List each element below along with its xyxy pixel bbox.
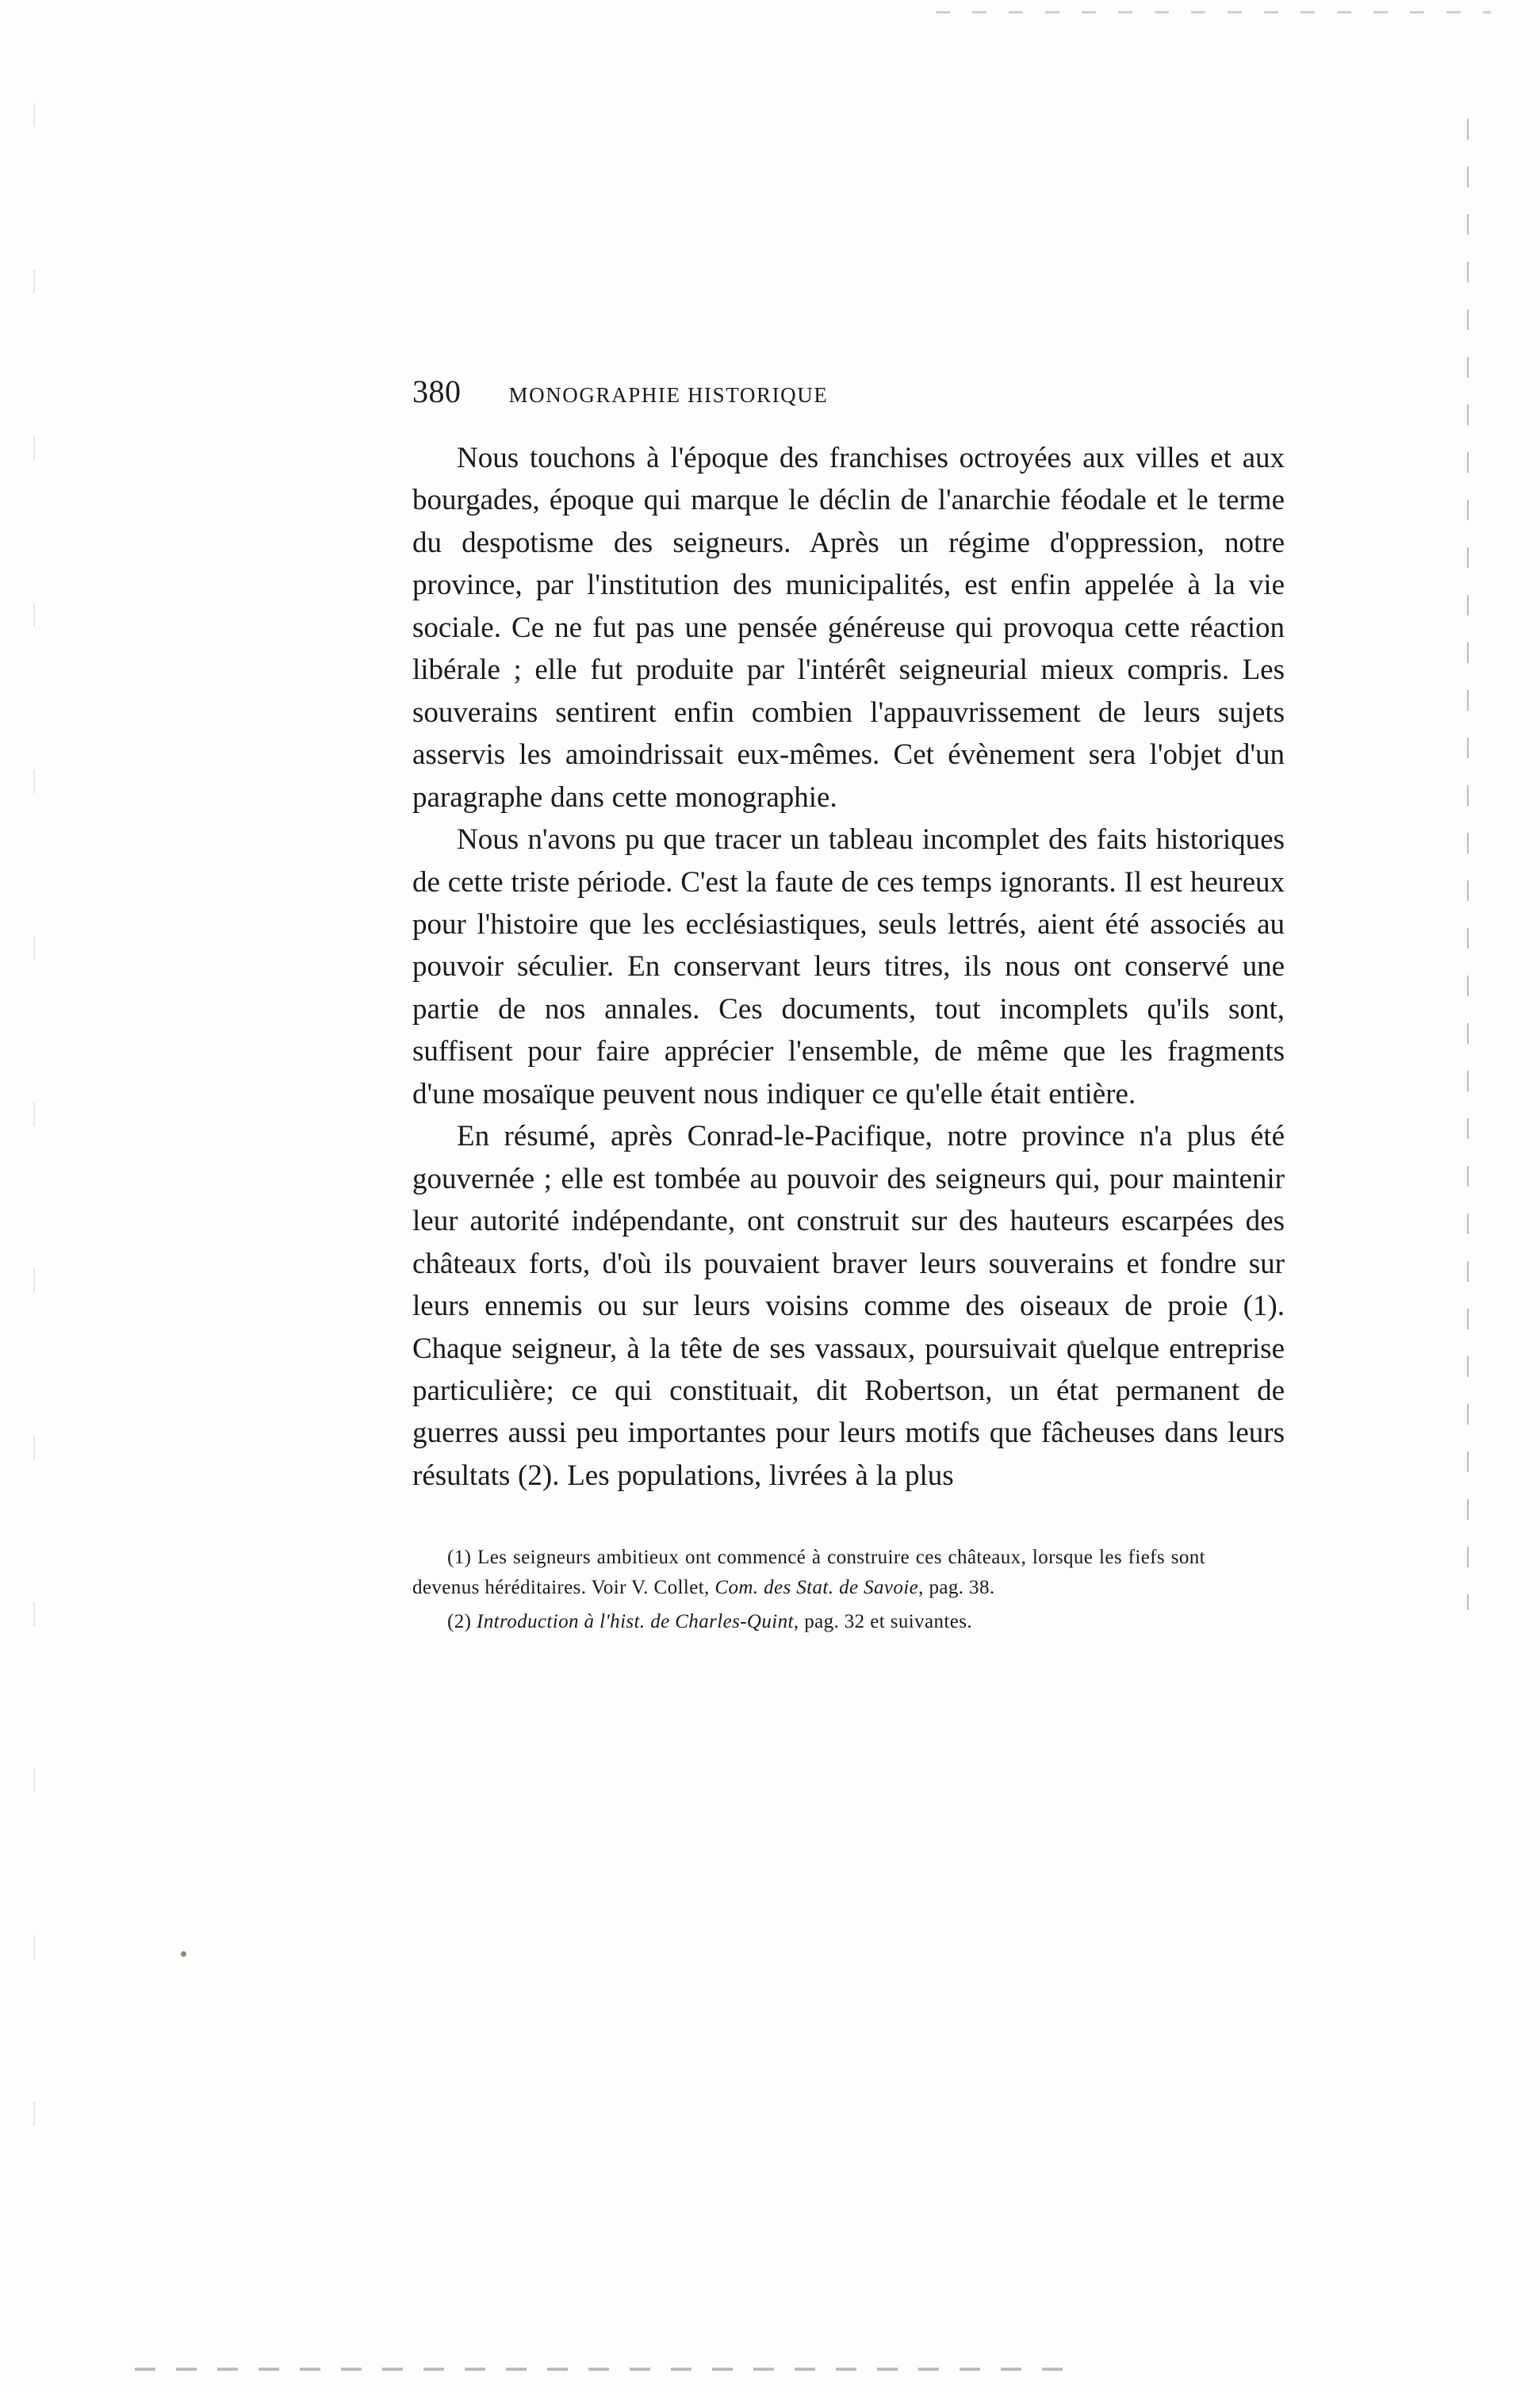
footnote-text: Les seigneurs ambitieux ont commencé à construire ces châteaux, lorsque les fiefs sont devenus héréditaires. Voir V. Collet, [412, 1547, 1205, 1598]
page-header [412, 373, 1285, 410]
running-head: MONOGRAPHIE HISTORIQUE [508, 383, 829, 407]
page-content [412, 373, 1285, 1642]
scan-speck [181, 1951, 186, 1957]
footnote-title-italic: Com. des Stat. de Savoie [714, 1576, 919, 1598]
footnote-item [412, 1607, 1205, 1637]
footnote-item [412, 1543, 1205, 1602]
page-number: 380 [412, 374, 462, 409]
footnote-text-tail: , pag. 32 et suivantes. [793, 1611, 973, 1633]
scan-artifact-left-margin [33, 103, 35, 2245]
scan-artifact-top [936, 11, 1491, 13]
scan-artifact-bottom [135, 2368, 1071, 2371]
footnote-text-tail: , pag. 38. [918, 1576, 995, 1598]
footnotes-block [412, 1538, 1205, 1637]
footnote-title-italic: Introduction à l'hist. de Charles-Quint [477, 1611, 794, 1633]
body-paragraph: Nous touchons à l'époque des franchises octroyées aux villes et aux bourgades, époque qui marque le déclin de l'anarchie féodale et le terme du despotisme des seigneurs. Après un régime d'oppression, notre province, par l'institution des municipalités, est enfin appelée à la vie sociale. Ce ne fut pas une pensée généreuse qui provoqua cette réaction libérale ; elle fut produite par l'intérêt seigneurial mieux compris. Les souverains sentirent enfin combien l'appauvrissement de leurs sujets asservis les amoindrissait eux-mêmes. Cet évènement sera l'objet d'un paragraphe dans cette monographie. [412, 442, 1285, 814]
body-paragraph: En résumé, après Conrad-le-Pacifique, notre province n'a plus été gouvernée ; elle est tombée au pouvoir des seigneurs qui, pour maintenir leur autorité indépendante, ont construit sur des hauteurs escarpées des châteaux forts, d'où ils pouvaient braver leurs souverains et fondre sur leurs ennemis ou sur leurs voisins comme des oiseaux de proie (1). Chaque seigneur, à la tête de ses vassaux, poursuivait quelque entreprise particulière; ce qui constituait, dit Robertson, un état permanent de guerres aussi peu importantes pour leurs motifs que fâcheuses dans leurs résultats (2). Les populations, livrées à la plus [412, 1120, 1285, 1492]
footnote-marker: (1) [447, 1547, 472, 1569]
footnote-marker: (2) [447, 1611, 472, 1633]
body-paragraph: Nous n'avons pu que tracer un tableau incomplet des faits historiques de cette triste période. C'est la faute de ces temps ignorants. Il est heureux pour l'histoire que les ecclésiastiques, seuls lettrés, aient été associés au pouvoir séculier. En conservant leurs titres, ils nous ont conservé une partie de nos annales. Ces documents, tout incomplets qu'ils sont, suffisent pour faire apprécier l'ensemble, de même que les fragments d'une mosaïque peuvent nous indiquer ce qu'elle était entière. [412, 823, 1285, 1110]
scan-artifact-right-margin [1467, 119, 1469, 1610]
